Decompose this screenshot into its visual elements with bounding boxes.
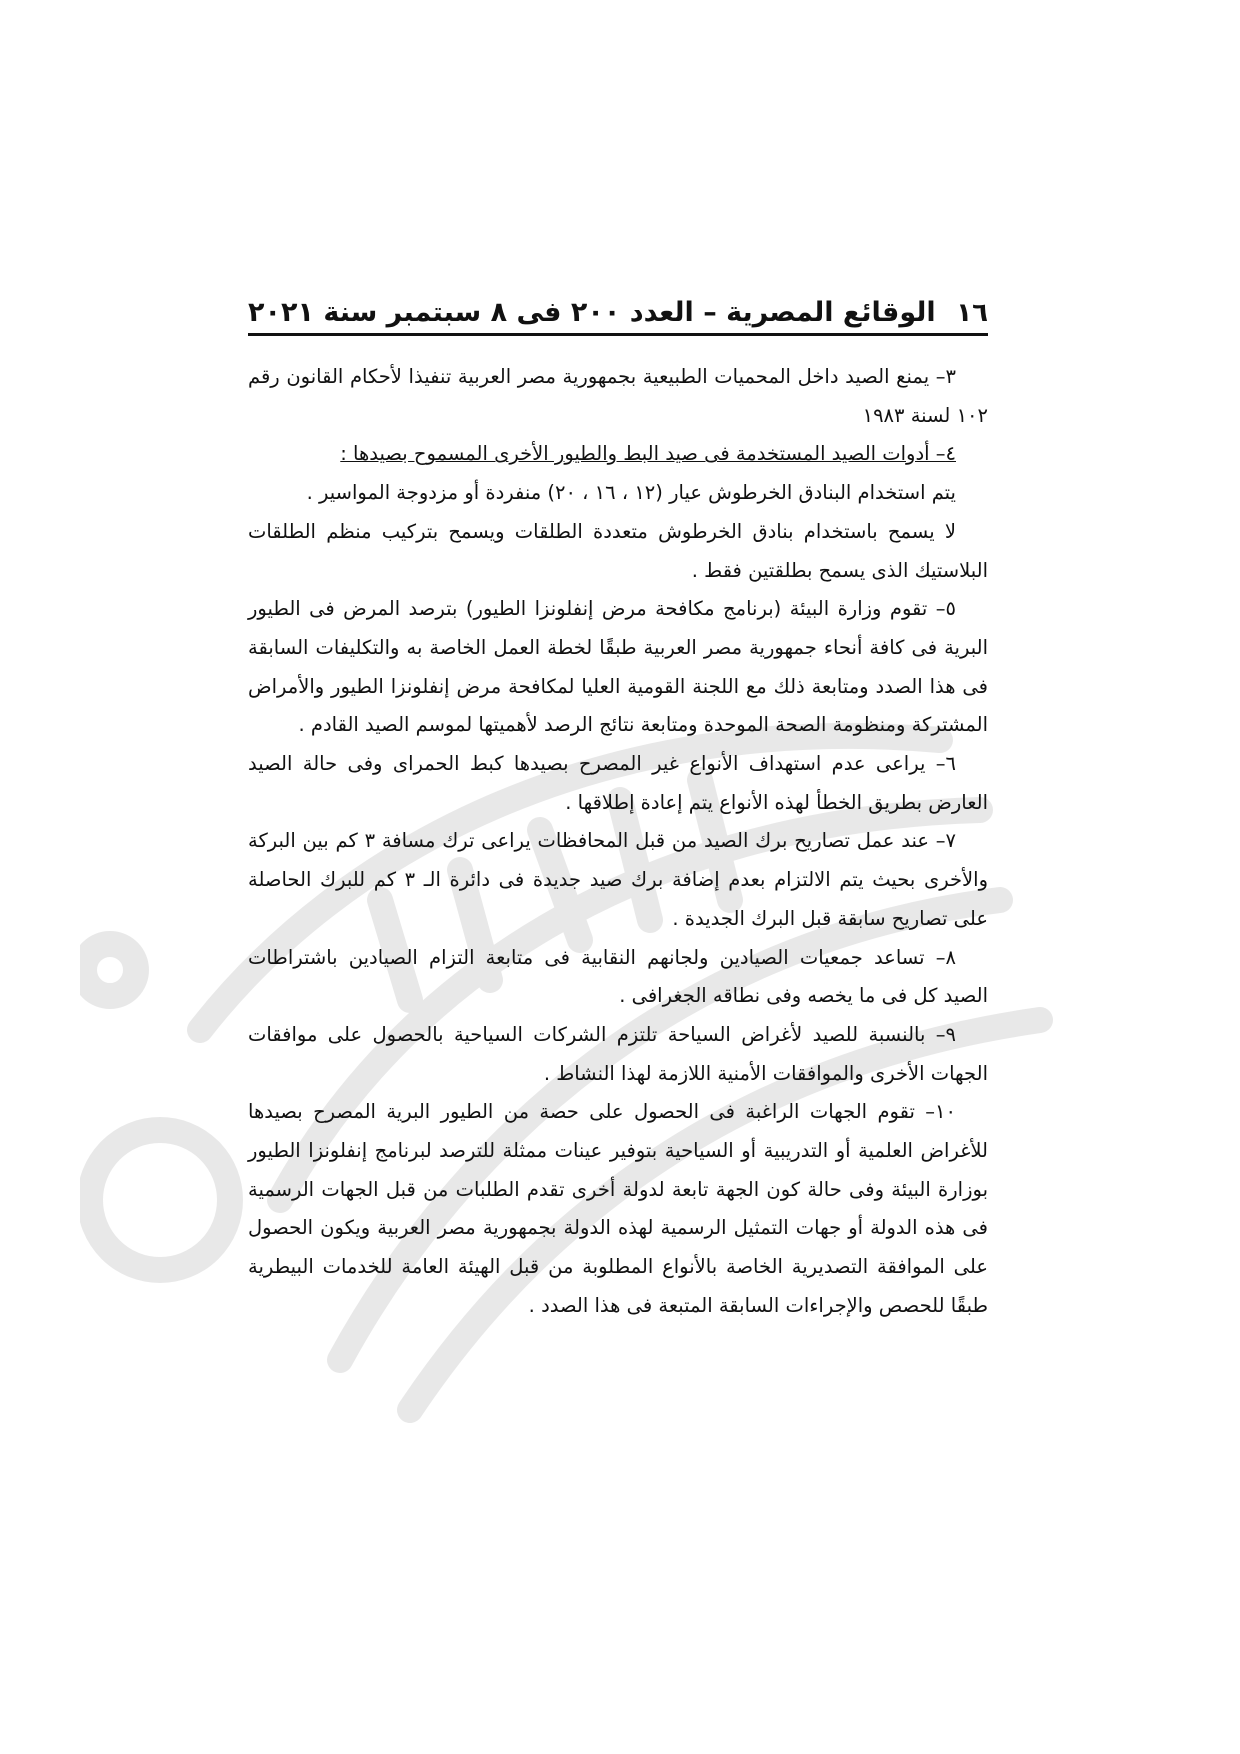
paragraph-4-restriction: لا يسمح باستخدام بنادق الخرطوش متعددة الطلقات ويسمح بتركيب منظم الطلقات البلاستيك الذى يسمح بطلقتين فقط . (248, 519, 988, 582)
page-number: ١٦ (956, 298, 988, 328)
paragraph-5: ٥– تقوم وزارة البيئة (برنامج مكافحة مرض إنفلونزا الطيور) بترصد المرض فى الطيور البرية فى كافة أنحاء جمهورية مصر العربية طبقًا لخطة العمل الخاصة به والتكليفات السابقة فى هذا الصدد ومتابعة ذلك مع اللجنة القومية العليا لمكافحة مرض إنفلونزا الطيور والأمراض المشتركة ومنظومة الصحة الموحدة ومتابعة نتائج الرصد لأهميتها لموسم الصيد القادم . (248, 597, 988, 737)
gazette-title: الوقائع المصرية – العدد ٢٠٠ فى ٨ سبتمبر سنة ٢٠٢١ (248, 297, 936, 328)
paragraph-7: ٧– عند عمل تصاريح برك الصيد من قبل المحافظات يراعى ترك مسافة ٣ كم بين البركة والأخرى بحيث يتم الالتزام بعدم إضافة برك صيد جديدة فى دائرة الـ ٣ كم للبرك الحاصلة على تصاريح سابقة قبل البرك الجديدة . (248, 829, 988, 930)
header-divider (248, 333, 988, 336)
paragraph-4-shotguns: يتم استخدام البنادق الخرطوش عيار (١٢ ، ١٦ ، ٢٠) منفردة أو مزدوجة المواسير . (306, 481, 956, 505)
article-body (248, 358, 988, 1326)
paragraph-3: ٣– يمنع الصيد داخل المحميات الطبيعية بجمهورية مصر العربية تنفيذا لأحكام القانون رقم ١٠٢ لسنة ١٩٨٣ (248, 365, 988, 427)
paragraph-8: ٨– تساعد جمعيات الصيادين ولجانهم النقابية فى متابعة التزام الصيادين باشتراطات الصيد كل فى ما يخصه وفى نطاقه الجغرافى . (248, 945, 988, 1008)
paragraph-10: ١٠– تقوم الجهات الراغبة فى الحصول على حصة من الطيور البرية المصرح بصيدها للأغراض العلمية أو التدريبية أو السياحية بتوفير عينات ممثلة للترصد لبرنامج إنفلونزا الطيور بوزارة البيئة وفى حالة كون الجهة تابعة لدولة أخرى تقدم الطلبات من قبل الجهات الرسمية فى هذه الدولة أو جهات التمثيل الرسمية لهذه الدولة بجمهورية مصر العربية ويكون الحصول على الموافقة التصديرية الخاصة بالأنواع المطلوبة من قبل الهيئة العامة للخدمات البيطرية طبقًا للحصص والإجراءات السابقة المتبعة فى هذا الصدد . (248, 1100, 988, 1317)
paragraph-6: ٦– يراعى عدم استهداف الأنواع غير المصرح بصيدها كبط الحمراى وفى حالة الصيد العارض بطريق الخطأ لهذه الأنواع يتم إعادة إطلاقها . (248, 752, 988, 814)
page-header (248, 282, 988, 328)
paragraph-4-heading: ٤– أدوات الصيد المستخدمة فى صيد البط والطيور الأخرى المسموح بصيدها : (340, 442, 956, 466)
paragraph-9: ٩– بالنسبة للصيد لأغراض السياحة تلتزم الشركات السياحية بالحصول على موافقات الجهات الأخرى والموافقات الأمنية اللازمة لهذا النشاط . (248, 1022, 988, 1085)
